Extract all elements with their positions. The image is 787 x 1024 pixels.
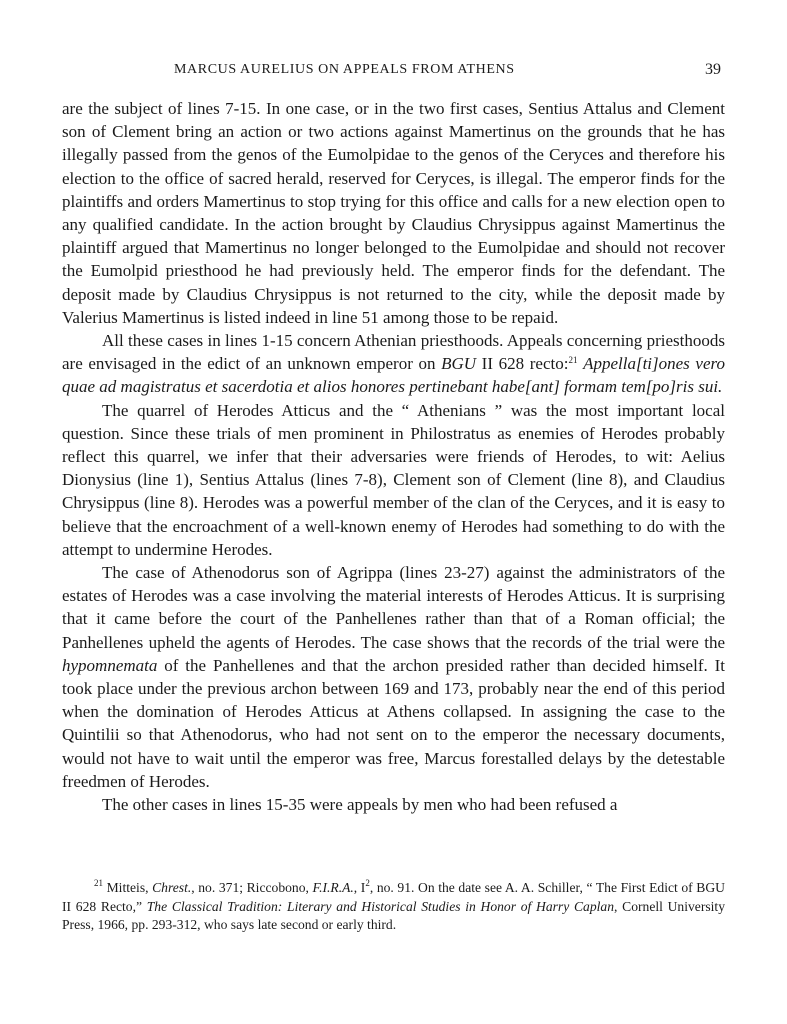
paragraph-5: The other cases in lines 15-35 were appeals by men who had been refused a bbox=[102, 795, 618, 815]
chrest-citation: Chrest. bbox=[152, 880, 192, 895]
paragraph-2-text: All these cases in lines 1-15 concern Athenian priesthoods. Appeals concerning priesthoods are envisaged in the edict of an unknown emperor on bbox=[62, 331, 725, 374]
page-number: 39 bbox=[705, 61, 721, 78]
latin-quotation: Appella[ti]ones vero quae ad magistratus et sacerdotia et alios honores pertinebant habe[ant] formam tem[po]ris sui. bbox=[62, 354, 725, 397]
footnote-part: , no. 91. On the date see A. A. Schiller, “ The First Edict of BGU II 628 Recto,” bbox=[62, 880, 725, 914]
footnote-number: 21 bbox=[94, 878, 103, 888]
book-title: The Classical Tradition: Literary and Historical Studies in Honor of Harry Caplan bbox=[146, 898, 615, 914]
edition-superscript: 2 bbox=[365, 878, 370, 888]
running-title: MARCUS AURELIUS ON APPEALS FROM ATHENS bbox=[174, 62, 515, 77]
footnote-part: , no. 371; Riccobono, bbox=[191, 880, 313, 895]
paragraph-1: are the subject of lines 7-15. In one case, or in the two first cases, Sentius Attalus and Clement son of Clement bring an action or two actions against Mamertinus on the grounds that he has illegally passed from the genos of the Eumolpidae to the genos of the Ceryces and therefore his election to the office of sacred herald, reserved for Ceryces, is illegal. The emperor finds for the plaintiffs and orders Mamertinus to stop trying for this office and calls for a new election open to any qualified candidate. In the action brought by Claudius Chrysippus against Mamertinus the plaintiff argued that Mamertinus no longer belonged to the Eumolpidae and should not recover the Eumolpid priesthood he had previously held. The emperor finds for the defendant. The deposit made by Claudius Chrysippus is not returned to the city, while the deposit made by Valerius Mamertinus is listed indeed in line 51 among those to be repaid. bbox=[62, 99, 725, 327]
paragraph-4-text: The case of Athenodorus son of Agrippa (lines 23-27) against the administrators of the estates of Herodes was a case involving the material interests of Herodes Atticus. It is surprising that it came before the court of the Panhellenes rather than that of a Roman official; the Panhellenes upheld the agents of Herodes. The case shows that the records of the trial were the bbox=[62, 563, 725, 652]
footnote-part: Mitteis, bbox=[103, 880, 153, 895]
hypomnemata-term: hypomnemata bbox=[62, 655, 158, 675]
footnote-part: , Cornell University Press, 1966, pp. 293-312, who says late second or early third. bbox=[62, 898, 726, 933]
footnote-text bbox=[62, 879, 725, 935]
footnote-21 bbox=[62, 879, 725, 935]
footnote-ref-21: 21 bbox=[568, 355, 578, 366]
paragraph-3: The quarrel of Herodes Atticus and the “ Athenians ” was the most important local question. Since these trials of men prominent in Philostratus as enemies of Herodes probably reflect this quarrel, we infer that their adversaries were friends of Herodes, to wit: Aelius Dionysius (line 1), Sentius Attalus (lines 7-8), Clement son of Clement (line 8), and Claudius Chrysippus (line 8). Herodes was a powerful member of the clan of the Ceryces, and it is easy to believe that the encroachment of a well-known enemy of Herodes had something to do with the attempt to undermine Herodes. bbox=[62, 400, 725, 559]
paragraph-2 bbox=[62, 329, 725, 399]
main-text bbox=[62, 97, 725, 816]
running-header bbox=[62, 62, 725, 84]
fira-citation: F.I.R.A. bbox=[312, 880, 354, 895]
paragraph-4-text-b: of the Panhellenes and that the archon presided rather than decided himself. It took place under the previous archon between 169 and 173, probably near the end of this period when the domination of Herodes Atticus at Athens collapsed. In assigning the case to the Quintilii so that Athenodorus, who had not sent on to the emperor the necessary documents, would not have to wait until the emperor was free, Marcus forestalled delays by the detestable freedmen of Herodes. bbox=[62, 655, 725, 791]
bgu-citation: BGU bbox=[441, 354, 477, 374]
paragraph-4 bbox=[62, 561, 725, 793]
paragraph-2-text-b: II 628 recto: bbox=[476, 354, 569, 374]
footnote-part: , I bbox=[353, 880, 366, 895]
